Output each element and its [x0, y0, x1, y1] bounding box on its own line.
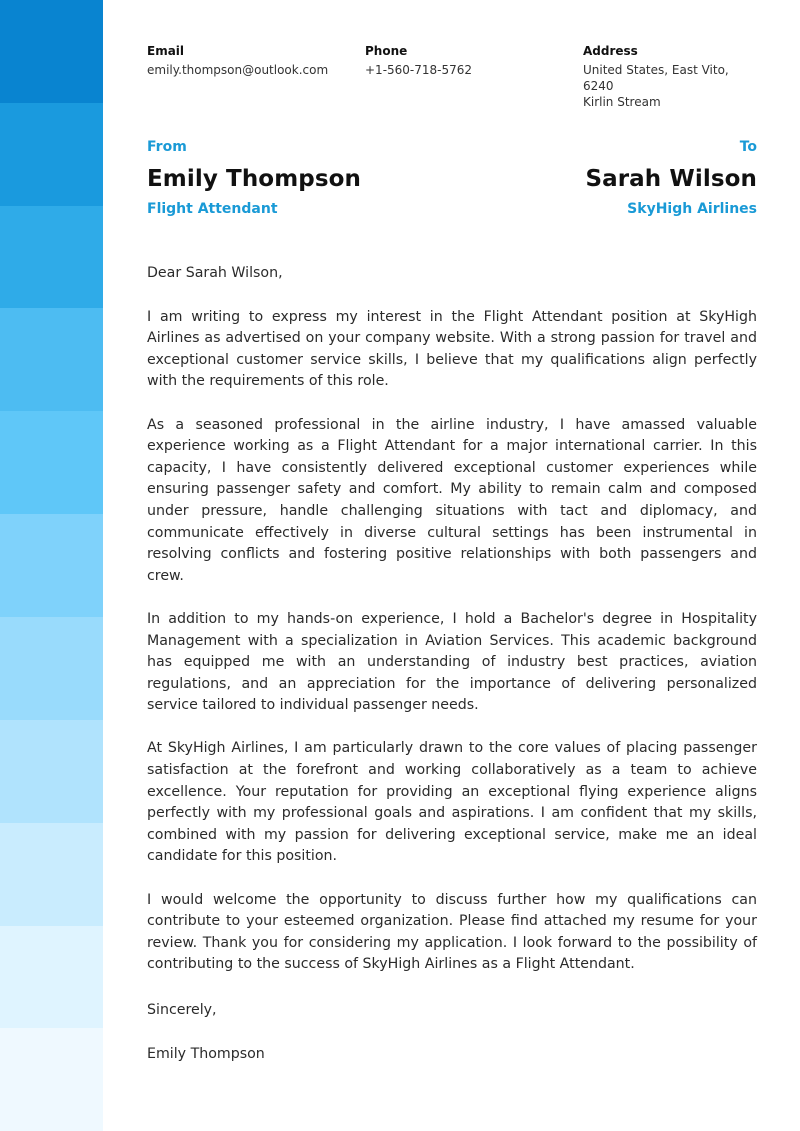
recipient-block [457, 136, 757, 220]
email-value: emily.thompson@outlook.com [147, 63, 329, 77]
sender-role: Flight Attendant [147, 201, 278, 217]
stripe-band [0, 720, 103, 823]
contact-address [583, 42, 763, 110]
phone-value: +1-560-718-5762 [365, 63, 473, 77]
paragraph: I am writing to express my interest in the Flight Attendant position at SkyHigh Airlines as advertised on your company website. With a strong passion for travel and exceptional customer service skills, I believe that my qualifications align perfectly with the requirements of this role. [147, 308, 757, 390]
closing-phrase: Sincerely, [147, 1002, 217, 1018]
paragraph: At SkyHigh Airlines, I am particularly drawn to the core values of placing passenger satisfaction at the forefront and working collaboratively as a team to achieve excellence. Your reputation for providing an exceptional flying experience aligns perfectly with my professional goals and aspirations. I am confident that my skills, combined with my passion for delivering exceptional service, make me an ideal candidate for this position. [147, 740, 757, 865]
letter-body [147, 263, 757, 998]
recipient-name: Sarah Wilson [585, 166, 757, 192]
email-label: Email [147, 44, 185, 58]
from-label: From [147, 139, 187, 155]
stripe-band [0, 823, 103, 926]
contact-phone [365, 42, 565, 78]
stripe-band [0, 1028, 103, 1131]
stripe-band [0, 103, 103, 206]
stripe-band [0, 308, 103, 411]
paragraph: As a seasoned professional in the airline industry, I have amassed valuable experience working as a Flight Attendant for a major international carrier. In this capacity, I have consistently delivered exceptional customer experiences while ensuring passenger safety and comfort. My ability to remain calm and composed under pressure, handle challenging situations with tact and diplomacy, and communicate effectively in diverse cultural settings has been instrumental in resolving conflicts and fostering positive relationships with both passengers and crew. [147, 416, 757, 584]
address-line-2: Kirlin Stream [583, 95, 661, 109]
stripe-band [0, 617, 103, 720]
stripe-band [0, 514, 103, 617]
contact-email [147, 42, 347, 78]
sender-block [147, 136, 447, 220]
paragraph: I would welcome the opportunity to discuss further how my qualifications can contribute to your esteemed organization. Please find attached my resume for your review. Thank you for considering my application. I look forward to the possibility of contributing to the success of SkyHigh Airlines as a Flight Attendant. [147, 891, 757, 973]
paragraph: In addition to my hands-on experience, I hold a Bachelor's degree in Hospitality Management with a specialization in Aviation Services. This academic background has equipped me with an understanding of industry best practices, aviation regulations, and an appreciation for the importance of delivering personalized service tailored to individual passenger needs. [147, 610, 757, 714]
sender-name: Emily Thompson [147, 166, 362, 192]
recipient-company: SkyHigh Airlines [627, 201, 757, 217]
salutation: Dear Sarah Wilson, [147, 265, 283, 281]
stripe-band [0, 206, 103, 308]
to-label: To [739, 139, 757, 155]
stripe-band [0, 0, 103, 103]
address-label: Address [583, 44, 638, 58]
decorative-color-stripe [0, 0, 103, 1131]
stripe-band [0, 926, 103, 1028]
address-line-1: United States, East Vito, 6240 [583, 63, 729, 93]
stripe-band [0, 411, 103, 514]
phone-label: Phone [365, 44, 408, 58]
signer-name: Emily Thompson [147, 1046, 265, 1062]
letter-closing [147, 999, 265, 1065]
